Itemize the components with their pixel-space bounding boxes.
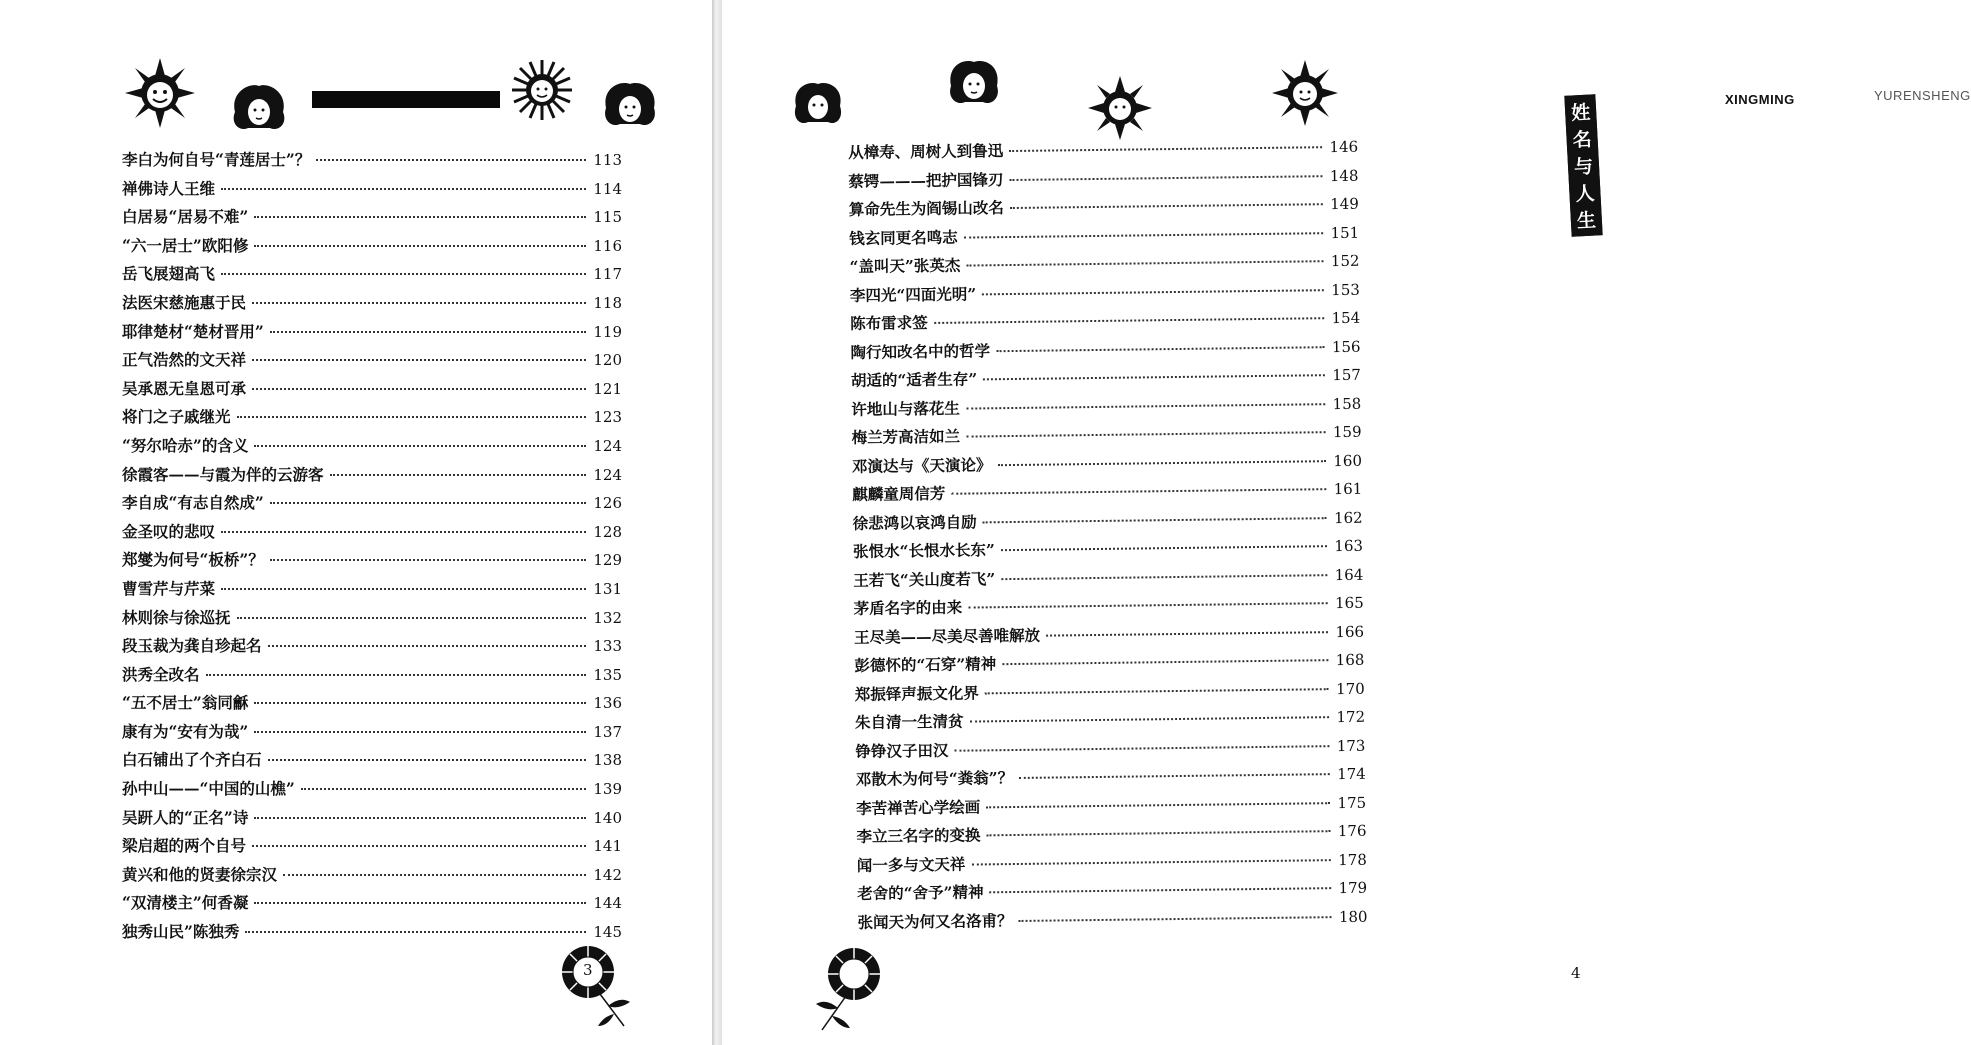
toc-entry-page: 128 [593,522,622,541]
toc-entry-page: 136 [593,694,622,713]
toc-entry-page: 115 [593,208,622,227]
toc-entry-page: 124 [593,465,622,484]
toc-entry-page: 154 [1331,308,1361,328]
book-title: 姓名与人生 [1564,94,1602,236]
toc-entry-title: 孙中山——“中国的山樵” [122,779,295,799]
toc-entry-title: 王尽美——尽美尽善唯解放 [853,625,1041,647]
dot-leader [237,416,586,418]
dot-leader [1046,631,1328,636]
dot-leader [237,617,586,619]
toc-entry-title: 郑燮为何号“板桥”？ [122,550,264,570]
toc-entry-title: 吴承恩无皇恩可承 [122,378,247,398]
toc-entry [122,634,622,663]
toc-entry [122,348,622,377]
toc-entry [122,920,622,949]
toc-entry-page: 152 [1330,251,1360,271]
toc-entry [122,262,622,291]
toc-entry-title: “五不居士”翁同龢 [122,693,249,713]
dot-leader [268,645,586,647]
toc-entry-page: 173 [1336,736,1366,755]
toc-entry-title: 邓散木为何号“粪翁”？ [855,768,1014,789]
girl-face-icon [230,82,288,134]
toc-entry-title: 李苦禅苦心学绘画 [856,796,981,818]
toc-entry-page: 160 [1333,451,1363,470]
toc-entry [122,577,622,606]
toc-entry-page: 165 [1334,593,1364,613]
pinyin-title-2: YURENSHENG [1874,88,1971,103]
toc-entry-title: 白居易“居易不难” [122,207,249,227]
toc-entry [122,377,622,406]
toc-entry [122,291,622,320]
toc-entry-page: 133 [593,637,622,656]
toc-entry [122,234,622,263]
dot-leader [934,317,1324,324]
dot-leader [997,460,1325,466]
toc-entry-page: 118 [593,293,622,312]
toc-entry-title: 洪秀全改名 [122,664,200,684]
dot-leader [254,245,586,247]
dot-leader [316,159,586,161]
dot-leader [252,845,586,847]
toc-entry [122,320,622,349]
toc-entry-title: 徐悲鸿以哀鸿自励 [852,511,977,533]
toc-entry-title: 许地山与落花生 [851,398,960,419]
dot-leader [966,260,1323,266]
toc-entry-title: 李四光“四面光明” [849,283,977,305]
page-number-left: 3 [583,961,593,979]
sun-face-icon [125,58,195,128]
toc-entry-title: 陶行知改名中的哲学 [850,340,991,362]
toc-entry [122,663,622,692]
dot-leader [986,830,1330,836]
header-bar [312,91,500,108]
toc-entry [122,806,622,835]
toc-entry [122,748,622,777]
toc-entry-page: 140 [593,808,622,827]
toc-entry-page: 120 [593,351,622,370]
dot-leader [986,802,1330,808]
dot-leader [252,302,586,304]
toc-entry-title: 算命先生为阎锡山改名 [848,198,1004,219]
toc-entry-title: 王若飞“关山度若飞” [853,568,996,590]
toc-entry-page: 114 [593,179,622,198]
toc-entry-page: 172 [1336,707,1366,727]
dot-leader [951,488,1326,495]
toc-entry-title: 曹雪芹与芹菜 [122,578,216,598]
toc-entry-title: 白石铺出了个齐白石 [122,750,262,770]
toc-entry [122,548,622,577]
girl-face-icon [602,80,658,130]
toc-entry-page: 180 [1338,907,1368,926]
toc-entry-page: 119 [593,322,622,341]
toc-entry-page: 151 [1330,223,1360,242]
left-page [0,0,712,1045]
toc-entry-page: 138 [593,751,622,770]
toc-entry-page: 113 [593,151,622,169]
dot-leader [270,502,586,504]
dot-leader [252,388,586,390]
book-gutter [712,0,722,1045]
toc-entry [122,463,622,492]
toc-entry [122,434,622,463]
dot-leader [1001,574,1327,580]
girl-face-icon [947,58,1001,108]
toc-entry-title: 林则徐与徐巡抚 [122,607,231,627]
dot-leader [1009,175,1322,181]
toc-entry-page: 121 [593,379,622,398]
toc-entry-title: 徐霞客——与霞为伴的云游客 [122,464,324,484]
toc-entry-page: 141 [593,837,622,856]
toc-list-right [848,135,1368,939]
dot-leader [245,931,586,933]
toc-entry-page: 132 [593,608,622,627]
toc-entry-title: 李立三名字的变换 [856,825,981,846]
toc-entry-page: 139 [593,780,622,799]
dot-leader [254,216,586,218]
toc-entry-page: 124 [593,436,622,455]
dot-leader [254,702,586,704]
toc-entry-page: 126 [593,494,622,513]
toc-entry-page: 166 [1335,622,1365,641]
dot-leader [254,731,586,733]
dot-leader [983,517,1327,523]
toc-entry-page: 145 [593,923,622,942]
flower-icon [548,940,638,1030]
toc-entry-title: 梁启超的两个自号 [122,836,247,856]
dot-leader [254,817,586,819]
toc-entry-title: 张闻天为何又名洛甫？ [857,910,1013,932]
toc-entry-title: 茅盾名字的由来 [853,597,963,618]
toc-entry-title: 康有为“安有为哉” [122,721,249,741]
dot-leader [1019,773,1330,779]
toc-entry-page: 176 [1337,821,1367,841]
toc-entry-title: 麒麟童周信芳 [852,483,946,504]
toc-entry [122,148,622,177]
toc-entry-page: 135 [593,665,622,684]
dot-leader [1010,203,1323,209]
dot-leader [252,359,586,361]
toc-entry [122,405,622,434]
toc-entry-page: 175 [1337,793,1367,812]
toc-entry-page: 123 [593,408,622,427]
dot-leader [301,788,586,790]
dot-leader [270,331,586,333]
toc-entry-page: 174 [1337,764,1366,784]
toc-entry [122,834,622,863]
toc-entry-title: 禅佛诗人王维 [122,178,216,198]
dot-leader [996,346,1324,352]
toc-entry-title: 吴趼人的“正名”诗 [122,807,249,827]
toc-entry [122,491,622,520]
toc-entry [122,863,622,892]
dot-leader [270,559,586,561]
toc-entry [122,177,622,206]
dot-leader [954,745,1329,752]
toc-entry-title: 梅兰芳高洁如兰 [851,426,961,447]
dot-leader [1002,659,1328,665]
dot-leader [964,232,1323,238]
toc-entry [122,777,622,806]
toc-entry-title: 朱自清一生清贫 [854,711,964,732]
dot-leader [983,374,1325,380]
toc-entry-page: 142 [593,865,622,884]
page-number-right: 4 [1571,964,1581,982]
dot-leader [221,188,586,190]
toc-entry-title: 蔡锷———把护国锋刃 [848,169,1004,191]
toc-entry-title: 彭德怀的“石穿”精神 [854,654,997,675]
toc-entry-title: 耶律楚材“楚材晋用” [122,321,264,341]
sun-face-icon [512,60,572,120]
toc-entry-page: 170 [1335,679,1365,698]
dot-leader [206,674,586,676]
toc-entry-page: 163 [1334,536,1364,556]
toc-entry-page: 161 [1333,479,1363,499]
right-page [722,0,1971,1045]
dot-leader [966,403,1325,409]
toc-entry-title: “双清楼主”何香凝 [122,893,249,913]
dot-leader [330,474,586,476]
dot-leader [970,716,1329,722]
toc-entry-page: 117 [593,265,622,284]
toc-entry-page: 153 [1331,280,1360,299]
toc-entry [122,691,622,720]
toc-entry-title: 岳飞展翅高飞 [122,264,216,284]
flower-icon [812,944,902,1034]
toc-entry-page: 129 [593,551,622,570]
toc-entry-title: 老舍的“舍予”精神 [857,882,984,903]
toc-entry-page: 116 [593,236,622,255]
toc-entry [122,205,622,234]
toc-entry-title: 李自成“有志自然成” [122,493,264,513]
toc-entry-page: 178 [1338,850,1367,869]
toc-entry-title: 张恨水“长恨水长东” [852,540,995,561]
toc-entry-title: 闻一多与文天祥 [856,854,966,875]
toc-entry [122,606,622,635]
toc-entry-title: 钱玄同更名鸣志 [849,227,958,248]
girl-face-icon [792,80,844,128]
toc-entry-page: 156 [1331,337,1361,356]
pinyin-title-1: XINGMING [1725,92,1795,107]
toc-entry-title: “努尔哈赤”的含义 [122,435,249,455]
toc-entry-title: 从樟寿、周树人到鲁迅 [848,141,1004,162]
dot-leader [985,688,1329,694]
toc-entry-page: 137 [593,722,622,741]
toc-entry-title: “六一居士”欧阳修 [122,235,249,255]
dot-leader [968,602,1327,608]
dot-leader [254,445,586,447]
sun-face-icon [1088,76,1152,140]
toc-entry [122,520,622,549]
toc-entry-title: 邓演达与《天演论》 [851,454,992,476]
dot-leader [966,431,1325,437]
toc-entry-page: 164 [1334,565,1364,584]
toc-entry-title: 将门之子戚继光 [122,407,231,427]
toc-entry-title: “盖叫天”张英杰 [849,255,961,276]
dot-leader [990,887,1332,893]
toc-entry [122,891,622,920]
dot-leader [971,859,1330,865]
toc-entry-page: 146 [1329,137,1359,157]
toc-entry-title: 法医宋慈施惠于民 [122,292,247,312]
dot-leader [221,531,586,533]
toc-entry-page: 144 [593,894,622,913]
toc-entry-page: 148 [1329,166,1359,185]
toc-entry-title: 金圣叹的悲叹 [122,521,216,541]
toc-entry-page: 131 [593,579,622,598]
toc-entry-title: 郑振铎声振文化界 [854,682,979,704]
toc-entry-title: 李白为何自号“青莲居士”？ [122,150,311,169]
dot-leader [254,902,586,904]
toc-entry-title: 陈布雷求签 [850,313,928,333]
toc-entry-page: 157 [1332,365,1362,385]
toc-entry-page: 168 [1335,650,1365,670]
dot-leader [283,874,586,876]
toc-entry-page: 158 [1332,394,1362,413]
toc-entry-title: 铮铮汉子田汉 [855,740,949,761]
toc-entry-page: 162 [1333,508,1363,527]
toc-entry-title: 胡适的“适者生存” [850,369,978,390]
dot-leader [221,588,586,590]
toc-entry-page: 159 [1332,422,1362,442]
toc-entry-title: 正气浩然的文天祥 [122,350,247,370]
toc-entry [122,720,622,749]
toc-entry [857,904,1367,939]
toc-entry-page: 149 [1330,194,1359,214]
toc-list-left [122,148,622,949]
dot-leader [1009,146,1322,152]
toc-entry-page: 179 [1338,878,1368,898]
dot-leader [221,273,586,275]
dot-leader [982,289,1324,295]
dot-leader [1001,545,1327,551]
toc-entry-title: 独秀山民”陈独秀 [122,922,240,942]
dot-leader [1019,916,1332,922]
sun-face-icon [1272,60,1338,126]
toc-entry-title: 黄兴和他的贤妻徐宗汉 [122,864,278,884]
dot-leader [268,759,586,761]
toc-entry-title: 段玉裁为龚自珍起名 [122,636,262,656]
